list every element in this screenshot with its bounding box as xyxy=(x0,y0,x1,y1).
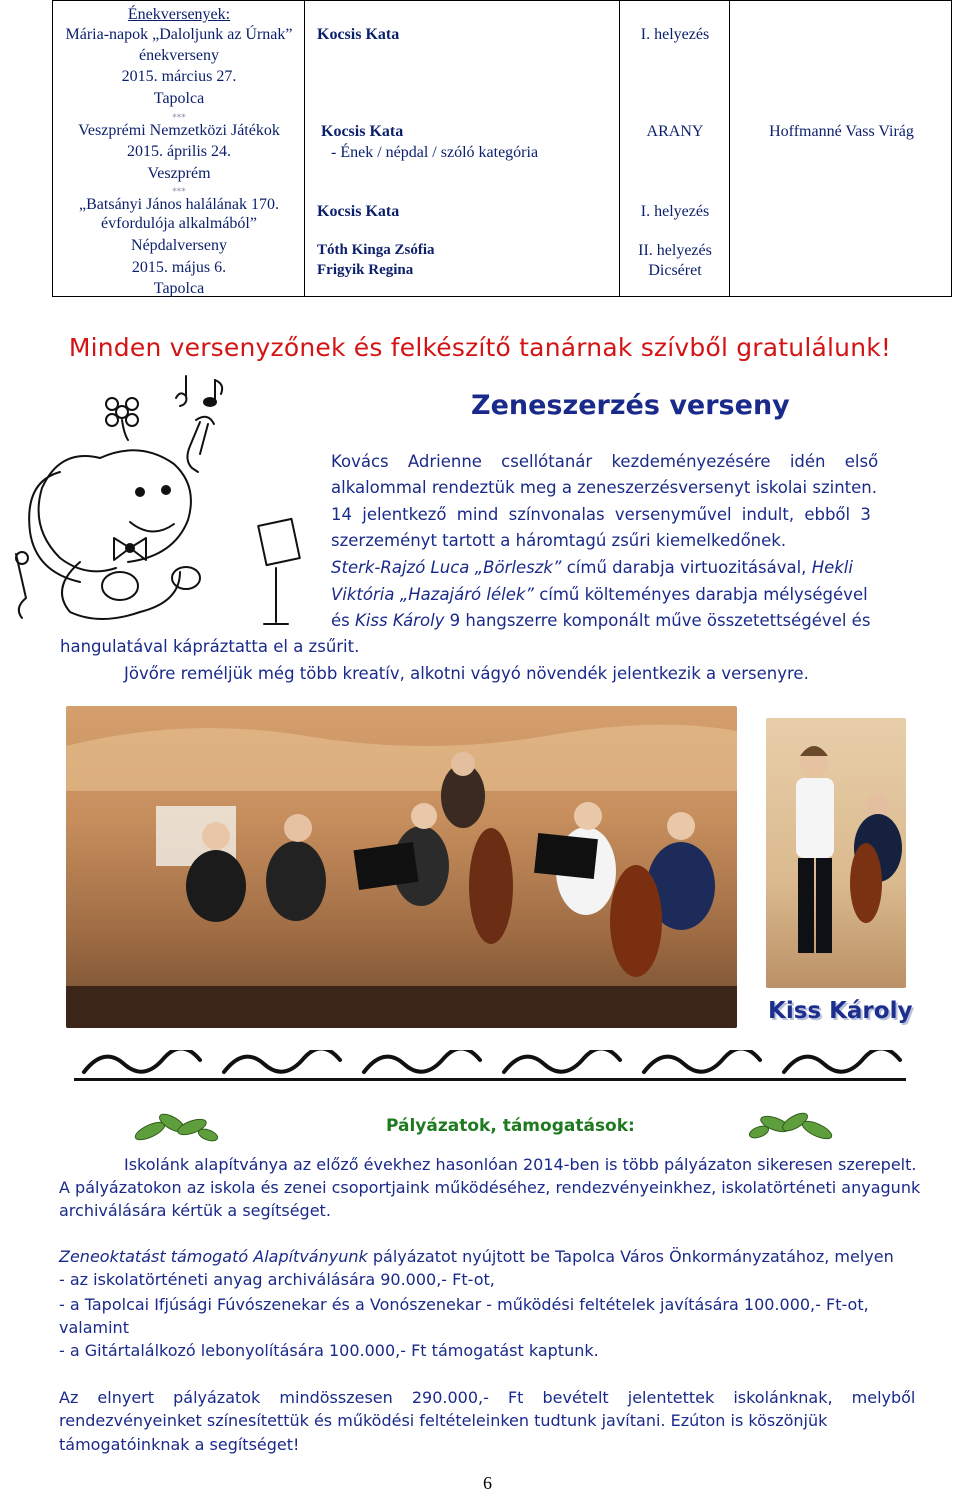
orchestra-scene xyxy=(66,706,737,1028)
composition-line-3: 14 jelentkező mind színvonalas versenyművel indult, ebből 3 xyxy=(331,505,871,524)
section-title: Zeneszerzés verseny xyxy=(471,390,790,421)
event-3-line-2: évfordulója alkalmából” xyxy=(101,215,257,232)
composition-line-8: hangulatával kápráztatta el a zsűrit. xyxy=(60,637,360,656)
composition-line-6: Viktória „Hazajáró lélek” című költeményes darabja mélységével xyxy=(331,585,868,604)
grants-line-6: - a Tapolcai Ifjúsági Fúvószenekar és a Vonószenekar - működési feltételek javítására 100.000,- Ft-ot, xyxy=(59,1295,869,1314)
placement: I. helyezés xyxy=(640,203,710,220)
grants-line-1: Iskolánk alapítványa az előző évekhez hasonlóan 2014-ben is több pályázaton sikeresen szerepelt. xyxy=(124,1155,917,1174)
grants-line-5: - az iskolatörténeti anyag archiválására 90.000,- Ft-ot, xyxy=(59,1270,495,1289)
event-3-line-4: 2015. május 6. xyxy=(131,259,227,276)
grants-line-9: Az elnyert pályázatok mindösszesen 290.000,- Ft bevételt jelentettek iskolánknak, melyből xyxy=(59,1388,916,1407)
grants-line-2: A pályázatokon az iskola és zenei csoportjaink működéséhez, rendezvényeinkhez, iskolatörténeti anyagunk xyxy=(59,1178,921,1197)
event-1-line-1: Mária-napok „Daloljunk az Úrnak” xyxy=(65,26,293,43)
event-2-line-2: 2015. április 24. xyxy=(127,143,231,160)
teacher-column xyxy=(730,1,953,296)
composition-line-2: alkalommal rendeztük meg a zeneszerzésversenyt iskolai szinten. xyxy=(331,478,877,497)
composition-line-7: és Kiss Károly 9 hangszerre komponált műve összetettségével és xyxy=(331,611,871,630)
separator: *** xyxy=(172,113,186,123)
portrait-scene xyxy=(766,718,906,988)
category-text: - Ének / népdal / szóló kategória xyxy=(331,144,539,161)
leaf-ornament-icon xyxy=(745,1104,835,1144)
composition-line-1: Kovács Adrienne csellótanár kezdeményezésére idén első xyxy=(331,452,879,471)
placement: ARANY xyxy=(646,123,704,140)
elephant-musician-illustration xyxy=(0,372,314,630)
grants-line-11: támogatóinknak a segítséget! xyxy=(59,1435,300,1454)
grants-line-8: - a Gitártalálkozó lebonyolítására 100.000,- Ft támogatást kaptunk. xyxy=(59,1341,599,1360)
event-3-line-3: Népdalverseny xyxy=(131,237,227,254)
event-2-line-3: Veszprém xyxy=(147,165,211,182)
page-number: 6 xyxy=(483,1473,492,1493)
separator: *** xyxy=(172,187,186,197)
event-1-line-3: 2015. március 27. xyxy=(121,68,237,85)
placement: Dicséret xyxy=(648,262,702,279)
grants-title: Pályázatok, támogatások: xyxy=(386,1116,635,1136)
composition-line-4: szerzeményt tartott a háromtagú zsűri kiemelkedőnek. xyxy=(331,531,787,550)
placement: I. helyezés xyxy=(640,26,710,43)
event-1-line-4: Tapolca xyxy=(153,90,205,107)
placement: II. helyezés xyxy=(638,242,712,259)
event-3-line-1: „Batsányi János halálának 170. xyxy=(79,196,279,213)
decorative-divider xyxy=(74,1050,906,1084)
kiss-karoly-photo xyxy=(766,718,906,988)
grants-line-10: rendezvényeinket színesítettük és működési feltételeinken tudtunk javítani. Ezúton is köszönjük xyxy=(59,1411,828,1430)
grants-line-3: archiválására kértük a segítséget. xyxy=(59,1201,331,1220)
grants-line-4: Zeneoktatást támogató Alapítványunk pályázatot nyújtott be Tapolca Város Önkormányzatához, melyen xyxy=(59,1247,894,1266)
student-name: Tóth Kinga Zsófia xyxy=(317,242,435,258)
event-2-line-1: Veszprémi Nemzetközi Játékok xyxy=(78,122,280,139)
photo-caption: Kiss Károly xyxy=(768,998,913,1024)
event-3-line-5: Tapolca xyxy=(153,280,205,297)
student-name: Frigyik Regina xyxy=(317,262,414,278)
event-1-line-2: énekverseny xyxy=(139,47,219,64)
student-name: Kocsis Kata xyxy=(317,26,400,43)
grants-line-7: valamint xyxy=(59,1318,129,1337)
composition-line-5: Sterk-Rajzó Luca „Börleszk” című darabja virtuozitásával, Hekli xyxy=(331,558,853,577)
student-name: Kocsis Kata xyxy=(317,203,400,220)
leaf-ornament-icon xyxy=(130,1105,220,1145)
results-table xyxy=(52,0,952,297)
congratulations-headline: Minden versenyzőnek és felkészítő tanárnak szívből gratulálunk! xyxy=(68,333,892,362)
teacher-name: Hoffmanné Vass Virág xyxy=(769,123,914,140)
orchestra-photo xyxy=(66,706,737,1028)
student-name: Kocsis Kata xyxy=(321,123,404,140)
event-heading: Énekversenyek: xyxy=(127,6,231,23)
composition-line-9: Jövőre reméljük még több kreatív, alkotni vágyó növendék jelentkezik a versenyre. xyxy=(124,664,809,683)
